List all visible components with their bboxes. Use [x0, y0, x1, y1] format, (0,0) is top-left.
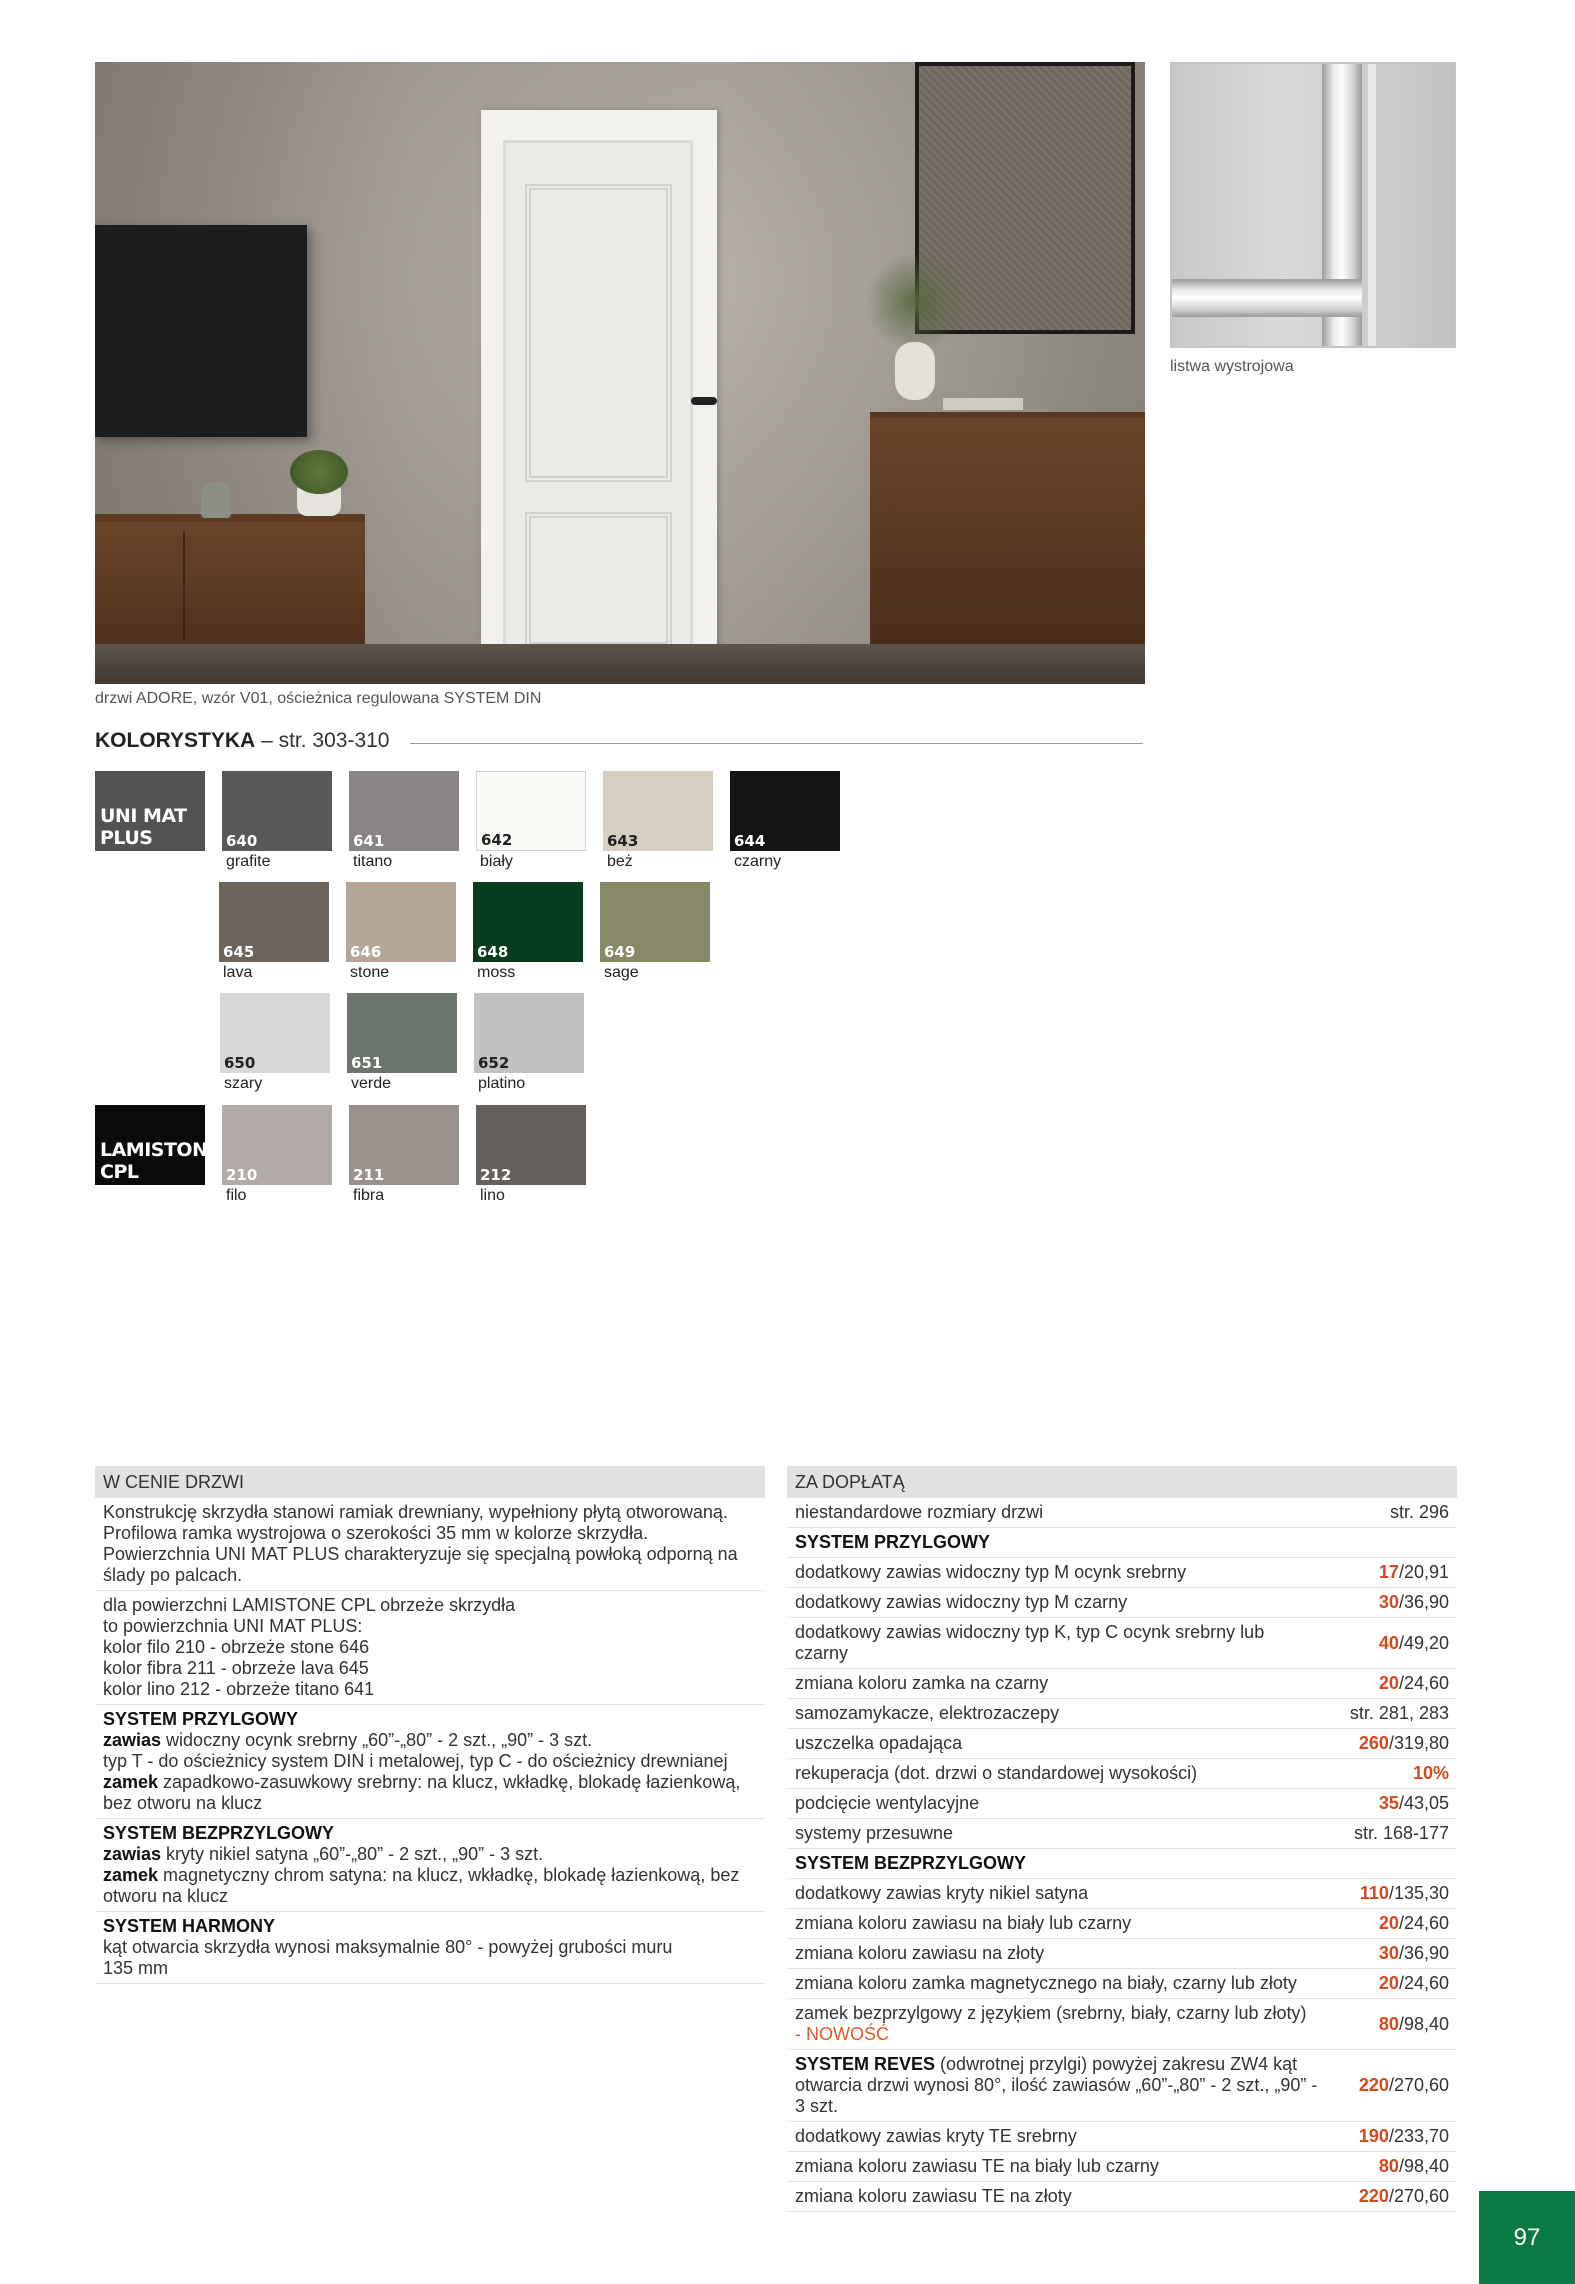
price-gross: /49,20 [1398, 1632, 1449, 1653]
section-title: SYSTEM PRZYLGOWY [103, 1709, 299, 1729]
price-gross: /270,60 [1388, 2186, 1449, 2206]
page-number: 97 [1479, 2191, 1575, 2284]
swatch-name: stone [350, 964, 390, 981]
row-label: dodatkowy zawias kryty nikiel satyna [795, 1883, 1089, 1903]
table-row [787, 1618, 1457, 1669]
table-row [787, 2182, 1457, 2212]
hinge-label: zawias [103, 1730, 162, 1750]
row-price [1359, 2186, 1449, 2207]
lock-text: magnetyczny chrom satyna: na klucz, wkładkę, blokadę łazienkową, bez otworu na klucz [103, 1865, 740, 1906]
lock-info [103, 1772, 757, 1814]
row-label: samozamykacze, elektrozaczepy [795, 1703, 1060, 1723]
door-edge [1368, 64, 1376, 346]
price-net: 220 [1358, 2075, 1389, 2095]
swatch-name: czarny [734, 853, 782, 870]
lamistone-edge-info [95, 1591, 765, 1705]
row-label: zmiana koloru zawiasu na biały lub czarny [795, 1913, 1132, 1933]
row-price [1379, 1633, 1449, 1654]
row-label-text: zamek bezprzylgowy z języķiem (srebrny, biały, czarny lub złoty) [795, 2003, 1307, 2023]
new-badge: - NOWOŚĆ [795, 2024, 889, 2044]
heading-rule [410, 743, 1143, 744]
hinge-info [103, 1844, 757, 1865]
swatch-643 [603, 771, 713, 851]
info-line: kolor lino 212 - obrzeże titano 641 [103, 1679, 375, 1699]
price-net: 20 [1378, 1973, 1399, 1993]
price-gross: /36,90 [1398, 1592, 1449, 1612]
price-gross: /135,30 [1388, 1883, 1449, 1903]
construction-description: Konstrukcję skrzydła stanowi ramiak drewniany, wypełniony płytą otworowaną. Profilowa ramka wystrojowa o szerokości 35 mm w kolorze skrzydła. Powierzchnia UNI MAT PLUS charakteryzuje się specjalną powłoką odporną na ślady po palcach. [95, 1498, 765, 1591]
right-plant [865, 252, 965, 352]
door-handle [691, 397, 717, 405]
row-price [1379, 1973, 1449, 1994]
info-line: to powierzchnia UNI MAT PLUS: [103, 1616, 363, 1636]
left-cabinet [95, 514, 365, 649]
row-price [1413, 1763, 1449, 1784]
row-label: systemy przesuwne [795, 1823, 954, 1843]
price-net: 20 [1378, 1673, 1399, 1693]
left-plant [290, 450, 348, 494]
included-features-table [95, 1466, 765, 1984]
group-label-line: CPL [100, 1161, 139, 1183]
swatch-212 [476, 1105, 586, 1185]
row-price [1379, 1562, 1449, 1583]
lock-text: zapadkowo-zasuwkowy srebrny: na klucz, wkładkę, blokadę łazienkową, bez otworu na klucz [103, 1772, 741, 1813]
price-gross: /20,91 [1398, 1562, 1449, 1582]
swatch-code: 652 [478, 1054, 510, 1072]
table-row [787, 1558, 1457, 1588]
book [943, 398, 1023, 410]
swatch-name: szary [224, 1075, 263, 1092]
row-label [795, 2003, 1379, 2045]
table-row [787, 1669, 1457, 1699]
swatch-name: sage [604, 964, 639, 981]
system-harmony-section [95, 1912, 765, 1984]
price-gross: /43,05 [1398, 1793, 1449, 1813]
swatch-code: 210 [226, 1166, 258, 1184]
swatch-210 [222, 1105, 332, 1185]
swatch-652 [474, 993, 584, 1073]
swatch-name: titano [353, 853, 393, 870]
swatch-646 [346, 882, 456, 962]
row-price [1379, 2014, 1449, 2035]
section-title: SYSTEM BEZPRZYLGOWY [787, 1849, 1457, 1879]
swatch-642 [476, 771, 586, 851]
price-net: 190 [1358, 2126, 1389, 2146]
price-gross: /270,60 [1388, 2075, 1449, 2095]
table-row [787, 1819, 1457, 1849]
lock-label: zamek [103, 1865, 159, 1885]
swatch-name: verde [351, 1075, 392, 1092]
swatch-651 [347, 993, 457, 1073]
swatch-name: platino [478, 1075, 526, 1092]
table-row [787, 1999, 1457, 2050]
table-header: W CENIE DRZWI [95, 1466, 765, 1498]
price-net: 20 [1378, 1913, 1399, 1933]
row-label: zmiana koloru zawiasu TE na biały lub czarny [795, 2156, 1159, 2176]
group-label-line: UNI MAT [100, 805, 187, 827]
swatch-code: 648 [477, 943, 509, 961]
swatch-code: 211 [353, 1166, 385, 1184]
table-row [787, 1759, 1457, 1789]
swatch-650 [220, 993, 330, 1073]
swatch-name: biały [480, 853, 513, 870]
price-net: 40 [1378, 1632, 1399, 1653]
table-row [787, 2050, 1457, 2122]
swatch-name: grafite [226, 853, 271, 870]
hinge-label: zawias [103, 1844, 162, 1864]
price-gross: /98,40 [1398, 2013, 1449, 2034]
group-label-uni-mat-plus [95, 771, 205, 851]
swatch-641 [349, 771, 459, 851]
row-price [1379, 1592, 1449, 1613]
swatch-648 [473, 882, 583, 962]
kolorystyka-title: KOLORYSTYKA [95, 729, 256, 752]
row-label: dodatkowy zawias widoczny typ M czarny [795, 1592, 1128, 1612]
row-label: dodatkowy zawias widoczny typ M ocynk srebrny [795, 1562, 1187, 1582]
swatch-name: filo [226, 1187, 247, 1204]
swatch-code: 651 [351, 1054, 383, 1072]
type-info: typ T - do ościeżnicy system DIN i metalowej, typ C - do ościeżnicy drewnianej [103, 1751, 728, 1771]
swatch-name: beż [607, 853, 633, 870]
table-row [787, 1699, 1457, 1729]
row-price [1379, 1673, 1449, 1694]
row-label: zmiana koloru zamka magnetycznego na biały, czarny lub złoty [795, 1973, 1297, 1993]
row-label: zmiana koloru zawiasu na złoty [795, 1943, 1045, 1963]
row-label: rekuperacja (dot. drzwi o standardowej wysokości) [795, 1763, 1198, 1783]
table-row [787, 1909, 1457, 1939]
right-vase [895, 342, 935, 400]
harmony-info: kąt otwarcia skrzydła wynosi maksymalnie 80° - powyżej grubości muru 135 mm [103, 1937, 673, 1978]
lock-info [103, 1865, 757, 1907]
section-title: SYSTEM PRZYLGOWY [787, 1528, 1457, 1558]
table-row [787, 1879, 1457, 1909]
hinge-info [103, 1730, 757, 1751]
row-price: str. 281, 283 [1349, 1703, 1449, 1723]
row-price: str. 168-177 [1353, 1823, 1449, 1843]
table-row [787, 1969, 1457, 1999]
row-label: dodatkowy zawias widoczny typ K, typ C ocynk srebrny lub czarny [795, 1622, 1265, 1663]
hinge-text: kryty nikiel satyna „60”-„80” - 2 szt., „90” - 3 szt. [161, 1844, 544, 1864]
row-price: str. 296 [1389, 1502, 1449, 1522]
row-price [1360, 1883, 1449, 1904]
system-przylgowy-section [95, 1705, 765, 1819]
price-net: 30 [1378, 1943, 1399, 1963]
table-row [787, 1789, 1457, 1819]
swatch-211 [349, 1105, 459, 1185]
row-price [1359, 1733, 1449, 1754]
price-gross: /319,80 [1388, 1733, 1449, 1753]
swatch-code: 640 [226, 832, 258, 850]
table-row [787, 1498, 1457, 1528]
price-net: 80 [1378, 2156, 1399, 2176]
table-row [787, 2122, 1457, 2152]
swatch-code: 642 [481, 831, 513, 849]
moulding-horizontal [1172, 279, 1362, 317]
swatch-name: lava [223, 964, 253, 981]
kolorystyka-pages: – str. 303-310 [255, 729, 390, 752]
swatch-name: fibra [353, 1187, 385, 1204]
table-row [787, 1939, 1457, 1969]
price-gross: /233,70 [1388, 2126, 1449, 2146]
row-price [1379, 1943, 1449, 1964]
group-label-line: PLUS [100, 827, 153, 849]
system-bezprzylgowy-section [95, 1819, 765, 1912]
table-row [787, 1729, 1457, 1759]
tv-screen [95, 225, 307, 437]
swatch-code: 641 [353, 832, 385, 850]
swatch-640 [222, 771, 332, 851]
swatch-code: 645 [223, 943, 255, 961]
price-net: 35 [1378, 1793, 1399, 1813]
row-label [795, 2054, 1359, 2117]
row-label-text: (odwrotnej przylgi) powyżej zakresu ZW4 kąt otwarcia drzwi wynosi 80°, ilość zawiasów „60”-„80” - 2 szt., „90” - 3 szt. [795, 2054, 1318, 2116]
info-line: dla powierzchni LAMISTONE CPL obrzeże skrzydła [103, 1595, 516, 1615]
swatch-code: 643 [607, 832, 639, 850]
price-net: 220 [1358, 2186, 1389, 2206]
swatch-649 [600, 882, 710, 962]
door-panel-top [525, 184, 672, 482]
price-net: 80 [1378, 2013, 1399, 2034]
row-label: podcięcie wentylacyjne [795, 1793, 980, 1813]
lock-label: zamek [103, 1772, 159, 1792]
left-vase [201, 482, 231, 518]
price-net: 260 [1358, 1733, 1389, 1753]
price-gross: /36,90 [1398, 1943, 1449, 1963]
row-label: uszczelka opadająca [795, 1733, 963, 1753]
price-net: 17 [1378, 1562, 1399, 1582]
table-row [787, 1588, 1457, 1618]
moulding-detail-photo [1170, 62, 1456, 348]
price-gross: /98,40 [1398, 2156, 1449, 2176]
section-title: SYSTEM HARMONY [103, 1916, 276, 1936]
row-label-bold: SYSTEM REVES [795, 2054, 936, 2074]
row-price [1359, 2075, 1449, 2096]
kolorystyka-heading [95, 729, 390, 753]
row-label: zmiana koloru zamka na czarny [795, 1673, 1049, 1693]
row-label: zmiana koloru zawiasu TE na złoty [795, 2186, 1072, 2206]
swatch-code: 650 [224, 1054, 256, 1072]
floor [95, 644, 1145, 684]
table-row [787, 2152, 1457, 2182]
row-label: dodatkowy zawias kryty TE srebrny [795, 2126, 1077, 2146]
swatch-code: 649 [604, 943, 636, 961]
info-line: kolor fibra 211 - obrzeże lava 645 [103, 1658, 369, 1678]
swatch-code: 646 [350, 943, 382, 961]
price-gross: /24,60 [1398, 1673, 1449, 1693]
hinge-text: widoczny ocynk srebrny „60”-„80” - 2 szt., „90” - 3 szt. [161, 1730, 593, 1750]
price-gross: /24,60 [1398, 1973, 1449, 1993]
hero-caption: drzwi ADORE, wzór V01, ościeżnica regulowana SYSTEM DIN [95, 690, 542, 707]
swatch-code: 644 [734, 832, 766, 850]
swatch-code: 212 [480, 1166, 512, 1184]
price-net: 10% [1412, 1763, 1449, 1783]
swatch-644 [730, 771, 840, 851]
swatch-name: lino [480, 1187, 505, 1204]
row-price [1379, 1793, 1449, 1814]
right-sideboard [870, 412, 1145, 647]
price-gross: /24,60 [1398, 1913, 1449, 1933]
group-label-lamistone-cpl [95, 1105, 220, 1185]
price-net: 30 [1378, 1592, 1399, 1612]
detail-caption: listwa wystrojowa [1170, 358, 1294, 375]
door-panel-bottom [525, 512, 672, 648]
info-line: kolor filo 210 - obrzeże stone 646 [103, 1637, 370, 1657]
section-title: SYSTEM BEZPRZYLGOWY [103, 1823, 335, 1843]
extra-cost-table [787, 1466, 1457, 2212]
row-price [1379, 1913, 1449, 1934]
row-label: niestandardowe rozmiary drzwi [795, 1502, 1044, 1522]
price-net: 110 [1359, 1883, 1389, 1903]
hero-door-photo [95, 62, 1145, 684]
group-label-line: LAMISTONE [100, 1139, 220, 1161]
swatch-645 [219, 882, 329, 962]
table-header: ZA DOPŁATĄ [787, 1466, 1457, 1498]
row-price [1359, 2126, 1449, 2147]
row-price [1379, 2156, 1449, 2177]
swatch-name: moss [477, 964, 516, 981]
